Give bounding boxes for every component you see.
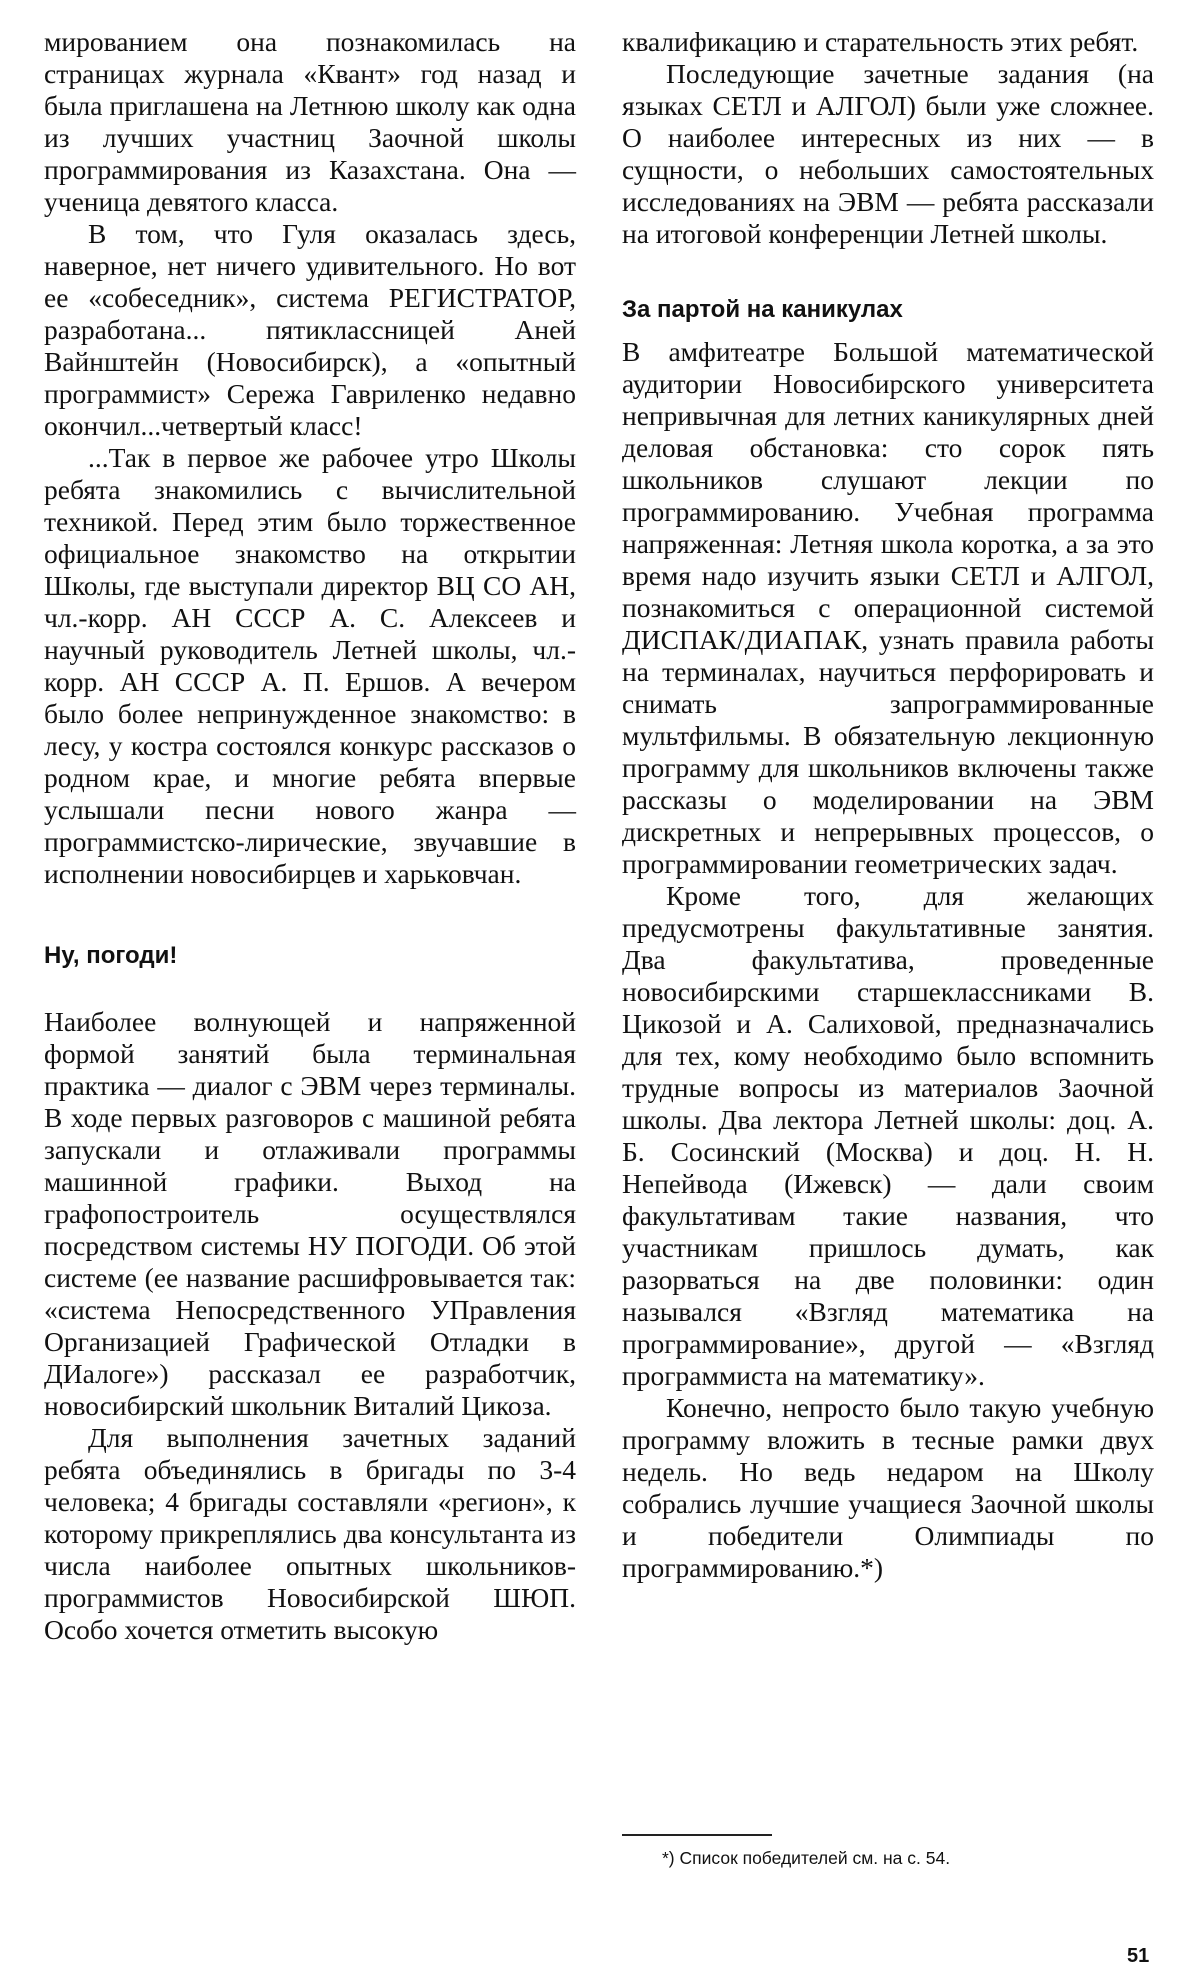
footnote: *) Список победителей см. на с. 54. xyxy=(662,1848,951,1868)
paragraph-terminal-practice: Наиболее волнующей и напряженной формой занятий была терминальная практика — диалог с ЭВМ через терминалы. В ходе первых разговоров с машиной ребята запускали и отлаживали программы машинной графики. Выход на графопостроитель осуществлялся посредством системы НУ ПОГОДИ. Об этой системе (ее название расшифровывается так: «система Непосредственного УПравления Организацией Графической Отладки в ДИалоге») рассказал ее разработчик, новосибирский школьник Виталий Цикоза. xyxy=(44,1006,576,1421)
paragraph-later-assignments: Последующие зачетные задания (на языках СЕТЛ и АЛГОЛ) были уже сложнее. О наиболее интересных из них — в сущности, о небольших самостоятельных исследованиях на ЭВМ — ребята рассказали на итоговой конференции Летней школы. xyxy=(622,58,1154,249)
paragraph-qualification: квалификацию и старательность этих ребят. xyxy=(622,26,1139,57)
paragraph-amphitheater: В амфитеатре Большой математической аудитории Новосибирского университета непривычная для летних каникулярных дней деловая обстановка: сто сорок пять школьников слушают лекции по программированию. Учебная программа напряженная: Летняя школа коротка, а за это время надо изучить языки СЕТЛ и АЛГОЛ, познакомиться с операционной системой ДИСПАК/ДИАПАК, узнать правила работы на терминалах, научиться перфорировать и снимать запрограммированные мультфильмы. В обязательную лекционную программу для школьников включены также рассказы о моделировании на ЭВМ дискретных и непрерывных процессов, о программировании геометрических задач. xyxy=(622,336,1154,879)
paragraph-continuation: мированием она познакомилась на страницах журнала «Квант» год назад и была приглашена на Летнюю школу как одна из лучших участниц Заочной школы программирования из Казахстана. Она — ученица девятого класса. xyxy=(44,26,576,217)
right-column xyxy=(622,26,1154,1584)
paragraph-brigades: Для выполнения зачетных заданий ребята объединялись в бригады по 3-4 человека; 4 бригады составляли «регион», к которому прикреплялись два консультанта из числа наиболее опытных школьников-программистов Новосибирской ШЮП. Особо хочется отметить высокую xyxy=(44,1422,576,1645)
paragraph-conclusion: Конечно, непросто было такую учебную программу вложить в тесные рамки двух недель. Но ведь недаром на Школу собрались лучшие учащиеся Заочной школы и победители Олимпиады по программированию.*) xyxy=(622,1392,1154,1583)
paragraph-first-morning: ...Так в первое же рабочее утро Школы ребята знакомились с вычислительной техникой. Перед этим было торжественное официальное знакомство на открытии Школы, где выступали директор ВЦ СО АН, чл.-корр. АН СССР А. С. Алексеев и научный руководитель Летней школы, чл.-корр. АН СССР А. П. Ершов. А вечером было более непринужденное знакомство: в лесу, у костра состоялся конкурс рассказов о родном крае, и многие ребята впервые услышали песни нового жанра — программистско-лирические, звучавшие в исполнении новосибирцев и харьковчан. xyxy=(44,442,576,889)
page-number: 51 xyxy=(1127,1945,1150,1967)
section-heading-ny-pogodi: Ну, погоди! xyxy=(44,942,178,969)
section-heading-za-partoy: За партой на каникулах xyxy=(622,296,903,323)
paragraph-electives: Кроме того, для желающих предусмотрены факультативные занятия. Два факультатива, проведенные новосибирскими старшеклассниками В. Цикозой и А. Салиховой, предназначались для тех, кому необходимо было вспомнить трудные вопросы из материалов Заочной школы. Два лектора Летней школы: доц. А. Б. Сосинский (Москва) и доц. Н. Н. Непейвода (Ижевск) — дали своим факультативам такие названия, что участникам пришлось думать, как разорваться на две половинки: один назывался «Взгляд математика на программирование», другой — «Взгляд программиста на математику». xyxy=(622,880,1154,1391)
footnote-divider xyxy=(622,1834,772,1836)
left-column xyxy=(44,26,576,1646)
paragraph-gulya: В том, что Гуля оказалась здесь, наверное, нет ничего удивительного. Но вот ее «собеседник», система РЕГИСТРАТОР, разработана... пятиклассницей Аней Вайнштейн (Новосибирск), а «опытный программист» Сережа Гавриленко недавно окончил...четвертый класс! xyxy=(44,218,576,441)
